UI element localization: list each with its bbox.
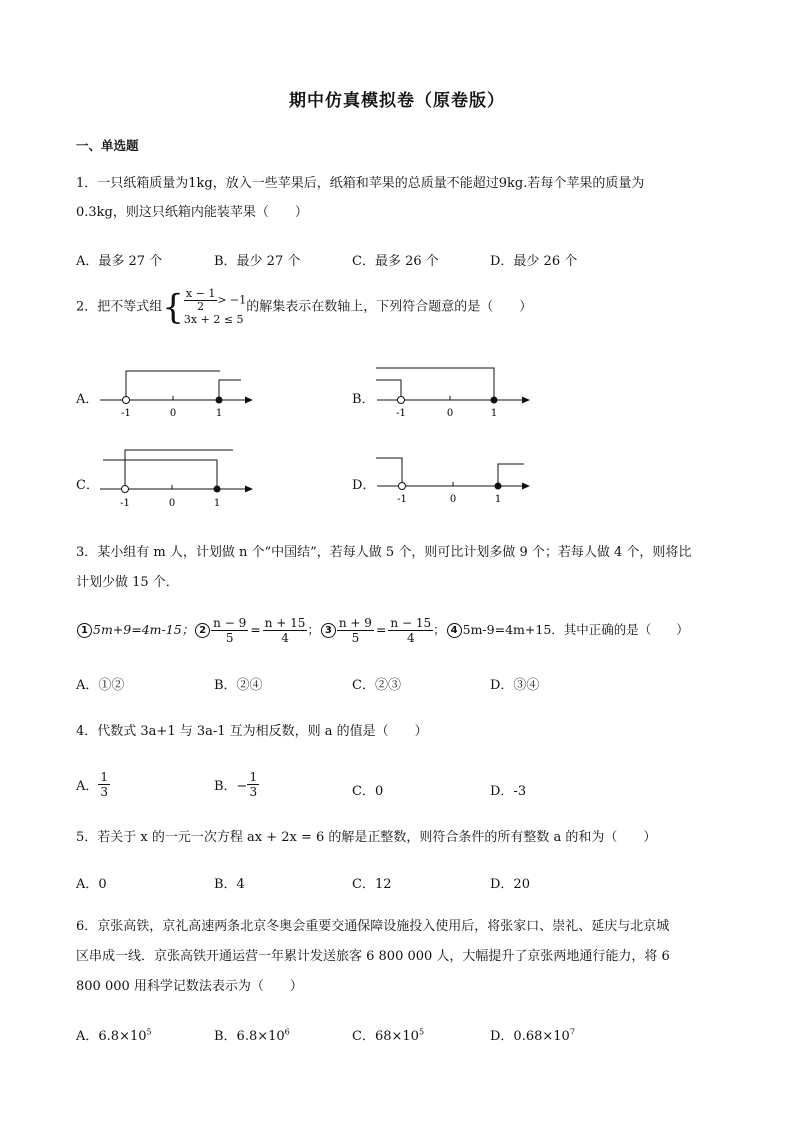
q6-line1: 6．京张高铁，京礼高速两条北京冬奥会重要交通保障设施投入使用后，将张家口、崇礼、延庆与北京城 — [76, 919, 670, 934]
number-line-c — [95, 448, 260, 510]
q6-option-c — [352, 1025, 424, 1044]
tick-label: 0 — [168, 498, 176, 509]
fraction-numerator: 1 — [249, 770, 258, 784]
equals-sign: = — [250, 622, 261, 637]
option-text: B．6.8×10 — [214, 1029, 285, 1044]
tick-label: 1 — [215, 408, 223, 419]
q2-option-a-label: A． — [76, 392, 99, 407]
fraction-numerator: n + 9 — [338, 616, 372, 630]
q3-line2: 计划少做 15 个． — [76, 575, 179, 590]
q2-eq1-denominator: 2 — [197, 300, 205, 313]
tick-label: 1 — [494, 494, 502, 505]
q2-eq2: 3x + 2 ≤ 5 — [183, 313, 244, 326]
q4-option-c: C．0 — [352, 784, 384, 799]
q1-line2: 0.3kg，则这只纸箱内能装苹果（ ） — [76, 205, 308, 220]
option-text: A．6.8×10 — [76, 1029, 147, 1044]
circle-number-4: 4 — [447, 623, 462, 638]
q3-statements — [76, 616, 689, 645]
circle-number-1: 1 — [77, 623, 92, 638]
q6-option-a — [76, 1025, 152, 1044]
tick-label: -1 — [121, 408, 131, 419]
fraction-numerator: n − 15 — [390, 616, 432, 630]
q2-question — [76, 288, 532, 327]
q3-line1: 3．某小组有 m 人，计划做 n 个“中国结”，若每人做 5 个，则可比计划多做 9 个；若每人做 4 个，则将比 — [76, 545, 692, 560]
q3-option-d: D．③④ — [490, 678, 540, 693]
option-label: A． — [76, 779, 99, 794]
q6-option-d — [490, 1025, 575, 1044]
circle-number-3: 3 — [321, 623, 336, 638]
fraction-numerator: n + 15 — [264, 616, 306, 630]
q1-option-d: D．最少 26 个 — [490, 254, 578, 269]
equals-sign: = — [375, 622, 387, 637]
q2-suffix: 的解集表示在数轴上，下列符合题意的是（ ） — [246, 299, 533, 315]
q6-line3: 800 000 用科学记数法表示为（ ） — [76, 979, 303, 994]
q5-option-d: D．20 — [490, 877, 530, 892]
option-label: B．− — [214, 779, 248, 794]
exponent: 6 — [284, 1027, 290, 1037]
exponent: 5 — [146, 1027, 152, 1037]
circle-number-2: 2 — [195, 623, 210, 638]
q5-option-c: C．12 — [352, 877, 392, 892]
tick-label: 0 — [449, 494, 457, 505]
q4-option-d: D．-3 — [490, 784, 527, 799]
tick-label: 0 — [169, 408, 177, 419]
q2-option-d-label: D． — [352, 478, 376, 493]
exponent: 5 — [418, 1027, 425, 1037]
q2-option-b-label: B． — [352, 392, 375, 407]
q6-line2: 区串成一线．京张高铁开通运营一年累计发送旅客 6 800 000 人，大幅提升了京张两地通行能力，将 6 — [76, 949, 670, 964]
q5-option-a: A．0 — [76, 877, 107, 892]
q4-option-a — [76, 770, 110, 799]
q3-statement-1: 5m+9=4m-15； — [93, 622, 195, 637]
exponent: 7 — [569, 1027, 575, 1037]
number-line-a — [95, 362, 260, 420]
number-line-b — [372, 362, 537, 420]
q2-eq1-numerator: x − 1 — [185, 287, 216, 300]
brace-symbol: { — [162, 287, 184, 328]
q5-option-b: B．4 — [214, 877, 245, 892]
option-text: C．68×10 — [352, 1029, 419, 1044]
tick-label: -1 — [397, 494, 407, 505]
fraction-denominator: 4 — [281, 631, 289, 645]
section-heading: 一、单选题 — [76, 138, 139, 153]
q2-prefix: 2．把不等式组 — [76, 299, 163, 315]
q4-option-b — [214, 770, 259, 799]
fraction-numerator: 1 — [100, 770, 109, 784]
q5-question: 5．若关于 x 的一元一次方程 ax + 2x = 6 的解是正整数，则符合条件的所有整数 a 的和为（ ） — [76, 830, 657, 845]
q1-option-b: B．最少 27 个 — [214, 254, 301, 269]
q3-option-c: C．②③ — [352, 678, 401, 693]
separator: ； — [307, 622, 320, 637]
fraction-denominator: 4 — [406, 631, 415, 645]
tick-label: 1 — [213, 498, 221, 509]
q4-question: 4．代数式 3a+1 与 3a-1 互为相反数，则 a 的值是（ ） — [76, 724, 428, 739]
q1-option-a: A．最多 27 个 — [76, 254, 163, 269]
q1-line1: 1．一只纸箱质量为1kg，放入一些苹果后，纸箱和苹果的总质量不能超过9kg.若每个苹果的质量为 — [76, 176, 645, 191]
q6-option-b — [214, 1025, 290, 1044]
fraction-numerator: n − 9 — [213, 616, 247, 630]
q3-option-a: A．①② — [76, 678, 125, 693]
page-title: 期中仿真模拟卷（原卷版） — [289, 91, 505, 111]
inequality-system — [184, 288, 246, 327]
tick-label: 0 — [446, 408, 454, 419]
fraction-denominator: 5 — [225, 631, 234, 645]
number-line-d — [372, 448, 537, 510]
tick-label: 1 — [490, 408, 498, 419]
q3-statement-4: 5m-9=4m+15．其中正确的是（ ） — [462, 622, 689, 637]
tick-label: -1 — [120, 498, 130, 509]
q2-eq1-rhs: > −1 — [217, 293, 247, 307]
fraction-denominator: 3 — [249, 785, 258, 799]
separator: ； — [433, 622, 446, 637]
fraction-denominator: 3 — [100, 785, 109, 799]
q2-option-c-label: C． — [76, 478, 99, 493]
fraction-denominator: 5 — [351, 631, 360, 645]
option-text: D．0.68×10 — [490, 1029, 570, 1044]
q1-option-c: C．最多 26 个 — [352, 254, 439, 269]
q3-option-b: B．②④ — [214, 678, 263, 693]
tick-label: -1 — [396, 408, 406, 419]
